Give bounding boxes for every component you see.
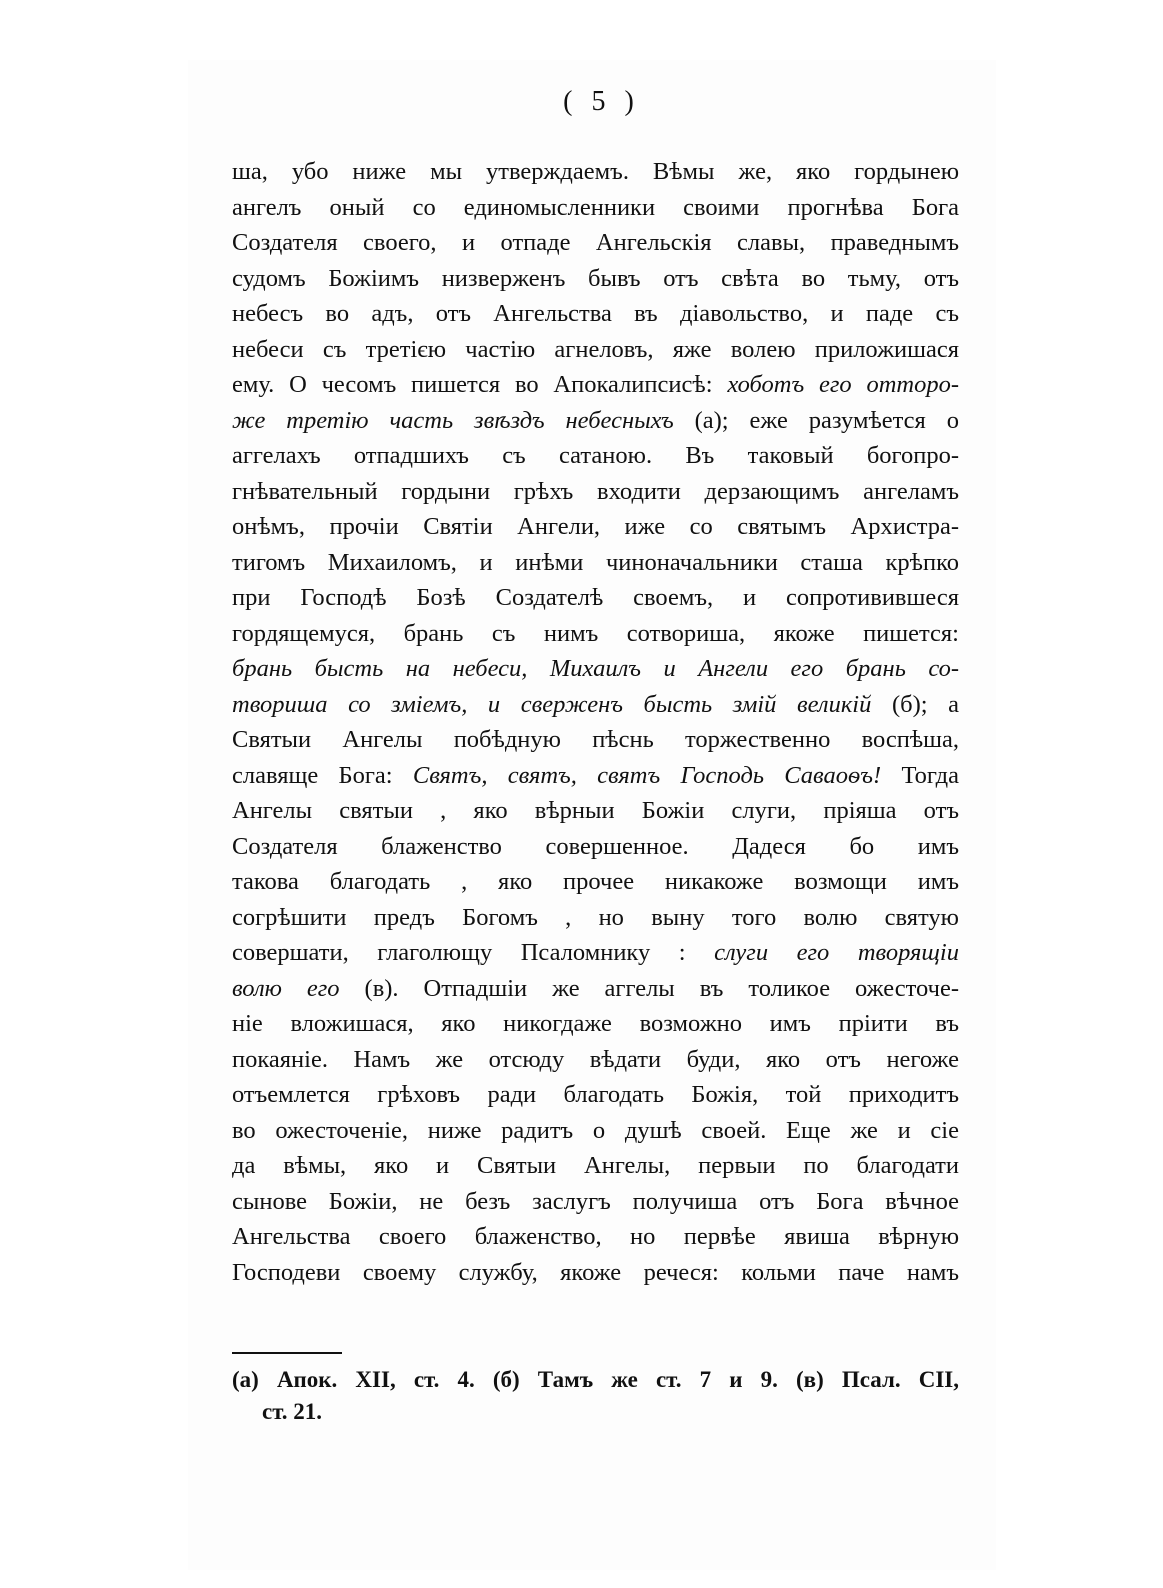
italic-quote: слуги его творящіи (714, 939, 959, 966)
text-line (232, 225, 959, 261)
text-line (232, 403, 959, 439)
text-line (232, 296, 959, 332)
text-line (232, 509, 959, 545)
italic-quote: брань бысть на небеси, Михаилъ и Ангели его брань со- (232, 655, 959, 682)
text-line (232, 261, 959, 297)
text-run: Создателя блаженство совершенное. Дадеся бо имъ (232, 832, 959, 860)
text-run: (в). Отпадшіи же аггелы въ толикое ожесточе- (339, 974, 959, 1002)
text-run: Ангельства своего блаженство, но первѣе явиша вѣрную (232, 1223, 959, 1250)
text-run: тигомъ Михаиломъ, и инѣми чиноначальники сташа крѣпко (232, 548, 959, 576)
text-line (232, 758, 959, 794)
text-line (232, 1184, 959, 1220)
text-line (232, 1113, 959, 1149)
text-run: (б); а (871, 690, 959, 718)
text-line (232, 438, 959, 474)
text-run: славяще Бога: (232, 761, 413, 789)
text-run: совершати, глаголющу Псаломнику : (232, 939, 715, 966)
text-line (232, 616, 959, 652)
text-line (232, 1006, 959, 1042)
footnote-line: ст. 21. (262, 1399, 323, 1424)
text-run: во ожесточеніе, ниже радитъ о душѣ своей. Еще же и сіе (232, 1116, 959, 1144)
text-line (232, 864, 959, 900)
text-line (232, 900, 959, 936)
text-run: да вѣмы, яко и Святыи Ангелы, первыи по благодати (232, 1152, 959, 1179)
text-run: при Господѣ Бозѣ Создателѣ своемъ, и сопротивившеся (232, 584, 959, 611)
text-line (232, 1042, 959, 1078)
text-run: покаяніе. Намъ же отсюду вѣдати буди, яко отъ негоже (232, 1045, 959, 1073)
text-run: (а); еже разумѣется о (673, 406, 959, 434)
text-line (232, 154, 959, 190)
text-line (232, 367, 959, 403)
text-line (232, 1077, 959, 1113)
text-line (232, 971, 959, 1007)
italic-quote: Святъ, святъ, святъ Господь Саваоѳъ! (412, 761, 882, 789)
text-run: гнѣвательный гордыни грѣхъ входити дерзающимъ ангеламъ (232, 477, 959, 505)
text-line (232, 332, 959, 368)
text-run: судомъ Божіимъ низверженъ бывъ отъ свѣта во тьму, отъ (232, 264, 959, 292)
text-line (232, 1255, 959, 1291)
footnote-divider (232, 1352, 342, 1354)
text-run: такова благодать , яко прочее никакоже возмощи имъ (232, 868, 959, 895)
italic-quote: хоботъ его отторо- (727, 371, 959, 398)
text-line (232, 687, 959, 723)
text-line (232, 651, 959, 687)
text-run: Тогда (881, 761, 959, 789)
text-run: гордящемуся, брань съ нимъ сотвориша, якоже пишется: (232, 619, 959, 647)
italic-quote: твориша со змiемъ, и сверженъ бысть змiй великiй (232, 690, 872, 718)
text-line (232, 1148, 959, 1184)
italic-quote: же третію часть звѣздъ небесныхъ (232, 406, 674, 434)
footnote-line: (а) Апок. XII, ст. 4. (б) Тамъ же ст. 7 и 9. (в) Псал. CII, (232, 1367, 959, 1392)
text-line (232, 1219, 959, 1255)
text-run: аггелахъ отпадшихъ съ сатаною. Въ таковый богопро- (232, 442, 959, 469)
text-run: ему. О чесомъ пишется во Апокалипсисѣ: (232, 371, 728, 398)
italic-quote: волю его (232, 974, 340, 1002)
text-run: ангелъ оный со единомысленники своими прогнѣва Бога (232, 193, 959, 221)
text-run: ніе вложишася, яко никогдаже возможно имъ пріити въ (232, 1010, 959, 1037)
text-line (232, 190, 959, 226)
text-line (232, 829, 959, 865)
text-run: Святыи Ангелы побѣдную пѣснь торжественно воспѣша, (232, 726, 959, 753)
text-run: онѣмъ, прочіи Святіи Ангели, иже со святымъ Архистра- (232, 513, 959, 540)
text-run: сынове Божіи, не безъ заслугъ получиша отъ Бога вѣчное (232, 1187, 959, 1215)
text-run: Господеви своему службу, якоже речеся: кольми паче намъ (232, 1258, 959, 1286)
text-line (232, 935, 959, 971)
text-run: ша, убо ниже мы утверждаемъ. Вѣмы же, яко гордынею (232, 158, 959, 185)
page-number: ( 5 ) (563, 86, 640, 117)
text-line (232, 793, 959, 829)
text-run: небесъ во адъ, отъ Ангельства въ діавольство, и паде съ (232, 300, 959, 327)
text-run: Ангелы святыи , яко вѣрныи Божіи слуги, пріяша отъ (232, 797, 959, 824)
footnotes (232, 1364, 959, 1428)
text-line (232, 545, 959, 581)
text-line (232, 580, 959, 616)
body-text (232, 154, 959, 1290)
text-run: согрѣшити предъ Богомъ , но выну того волю святую (232, 903, 959, 931)
text-run: небеси съ третією частію агнеловъ, яже волею приложишася (232, 335, 959, 363)
text-run: отъемлется грѣховъ ради благодать Божія, той приходитъ (232, 1081, 959, 1108)
text-line (232, 722, 959, 758)
text-line (232, 474, 959, 510)
text-run: Создателя своего, и отпаде Ангельскія славы, праведнымъ (232, 229, 959, 256)
